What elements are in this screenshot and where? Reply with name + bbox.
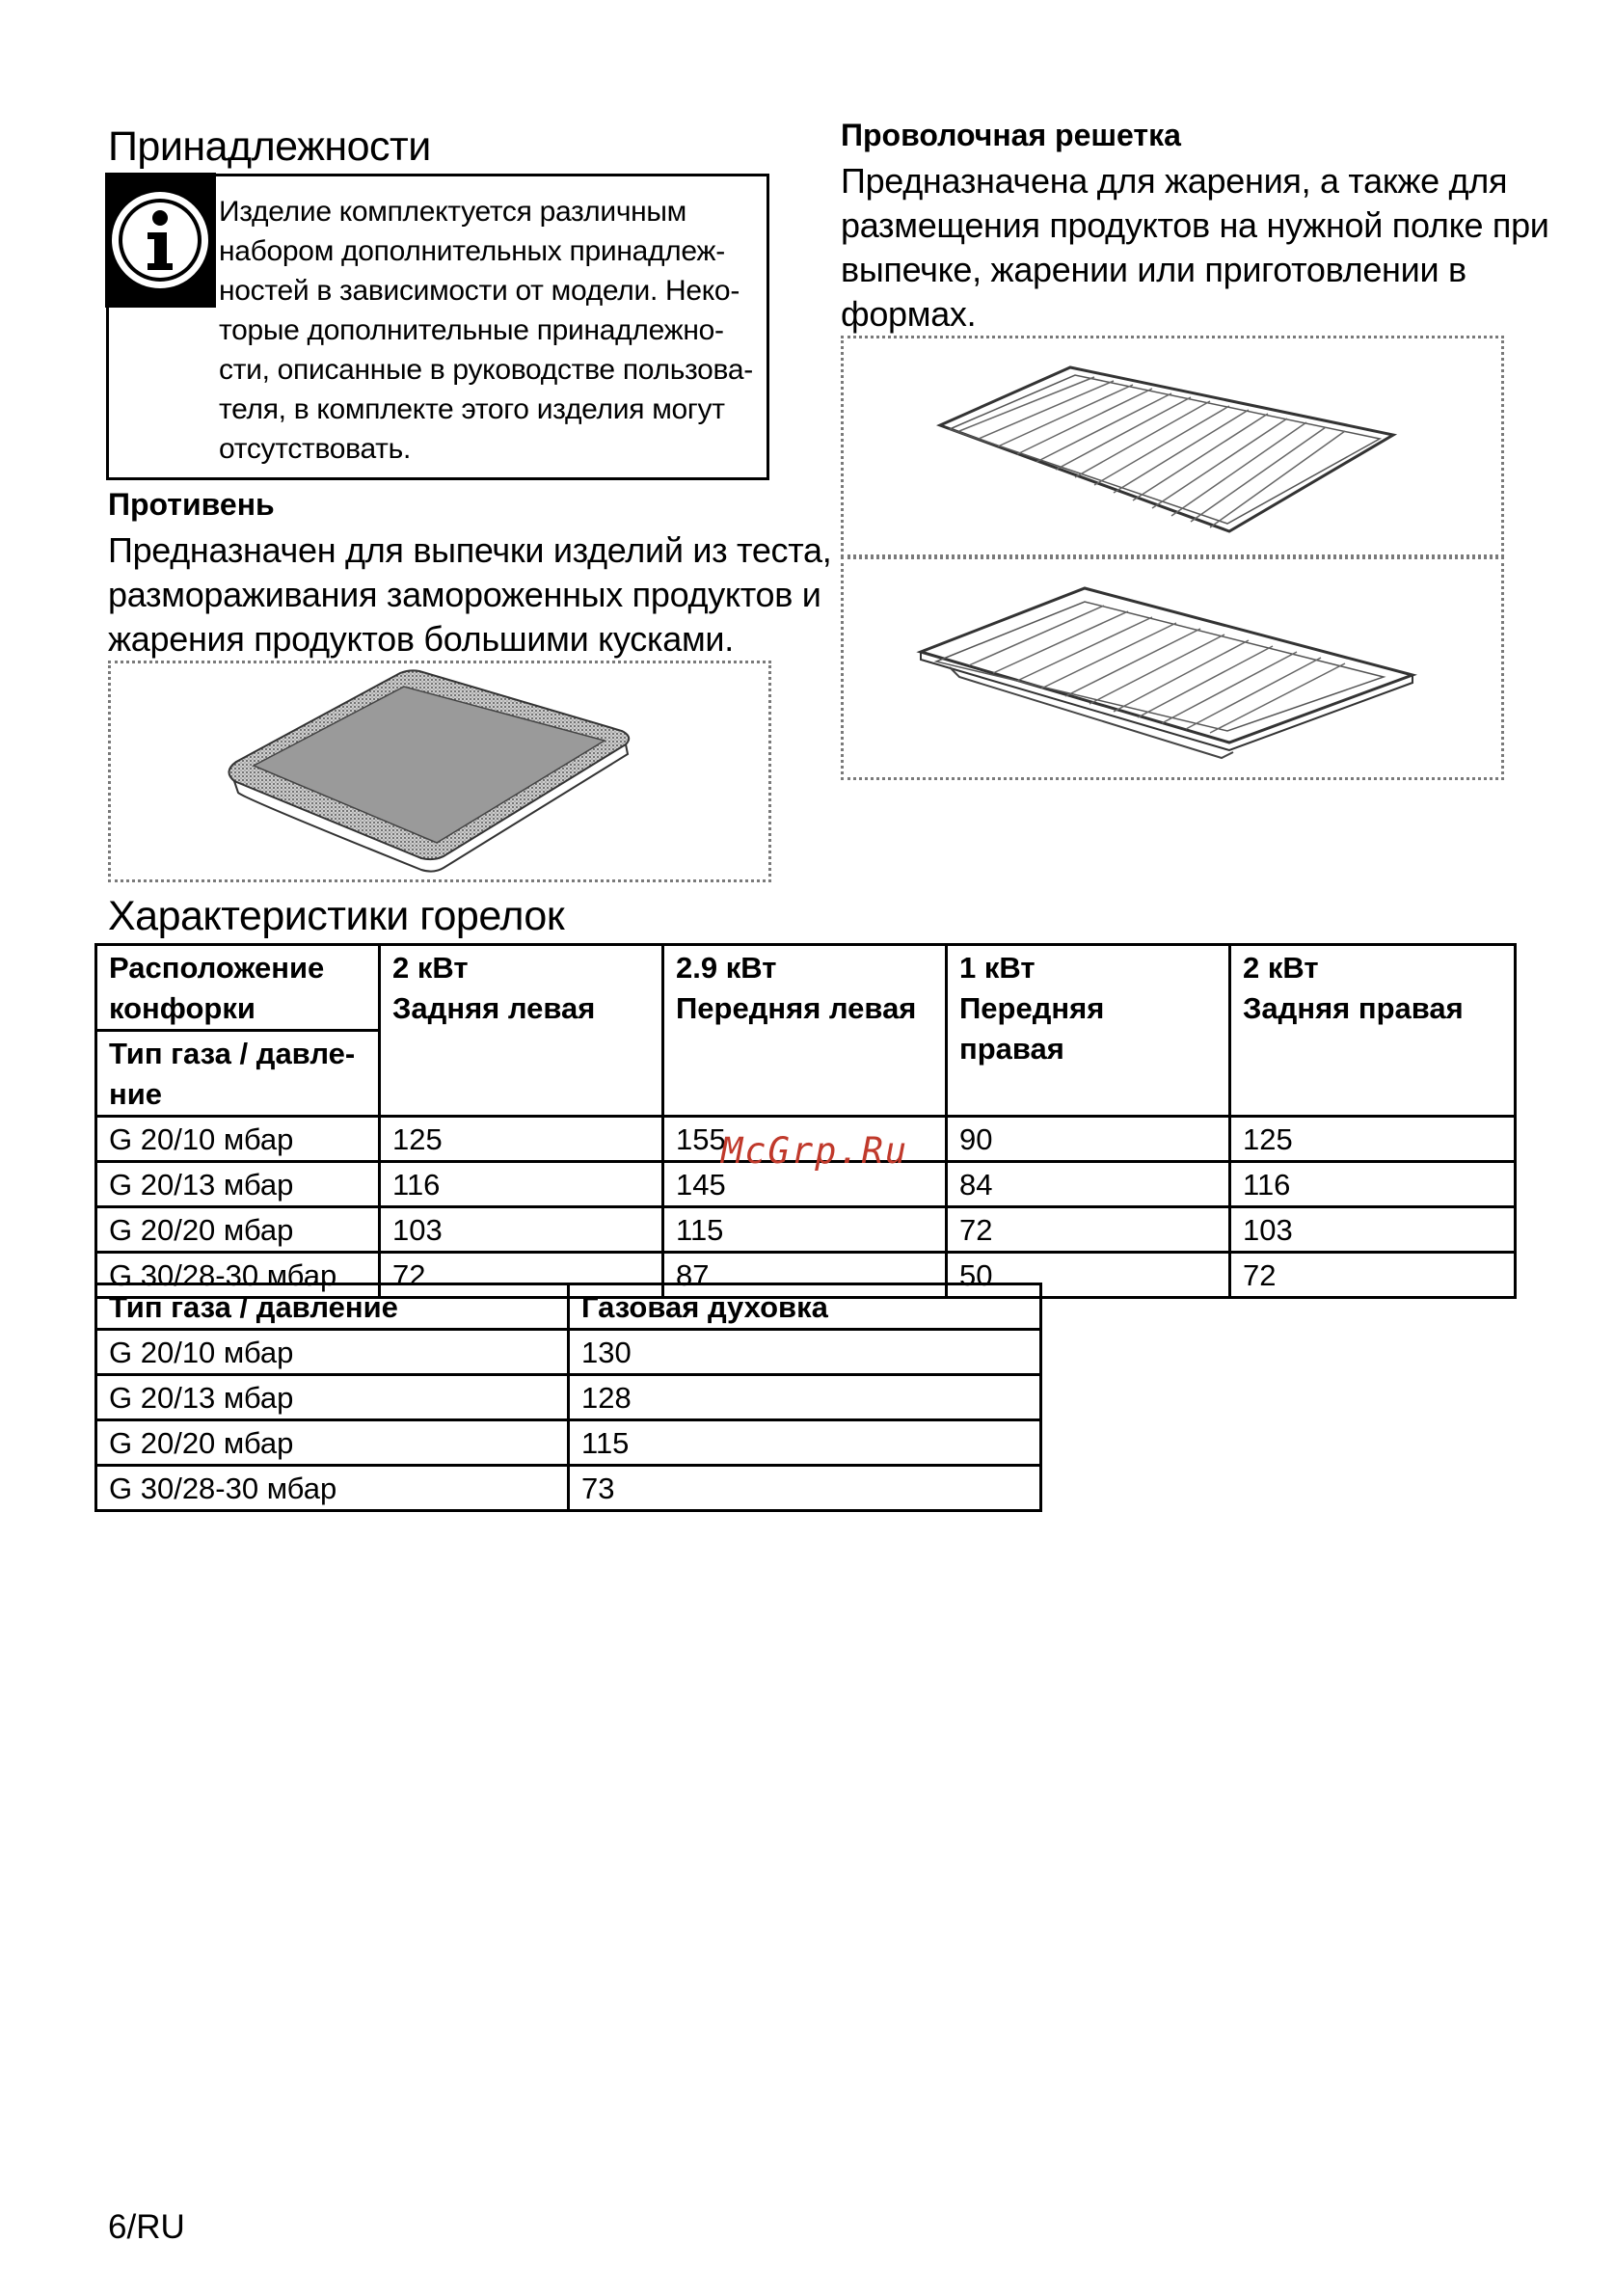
gas-cell: G 20/20 мбар	[96, 1420, 569, 1466]
value-cell: 84	[947, 1162, 1230, 1207]
burner-column-header	[663, 945, 947, 1117]
rack-with-tray-illustration	[844, 559, 1501, 777]
value-cell: 116	[1230, 1162, 1516, 1207]
rack-line: выпечке, жарении или приготовлении в	[841, 250, 1466, 289]
rack-line: Предназначена для жарения, а также для	[841, 161, 1508, 201]
info-line: торые дополнительные принадлежно-	[219, 314, 724, 346]
table-row	[96, 1207, 1516, 1253]
value-cell: 50	[947, 1253, 1230, 1298]
value-cell: 155	[663, 1117, 947, 1162]
info-icon	[105, 173, 216, 308]
baking-tray-illustration	[111, 663, 768, 879]
header-location: Расположение конфорки	[96, 945, 380, 1031]
table-row	[96, 1330, 1041, 1375]
value-cell: 125	[380, 1117, 663, 1162]
rack-description	[841, 159, 1549, 337]
tray-line: жарения продуктов большими кусками.	[108, 619, 734, 659]
info-text	[219, 192, 753, 469]
gas-cell: G 20/10 мбар	[96, 1330, 569, 1375]
table-row	[96, 1466, 1041, 1511]
burners-title: Характеристики горелок	[108, 893, 565, 939]
info-line: набором дополнительных принадлеж-	[219, 235, 725, 267]
rack-figure-top	[841, 336, 1504, 557]
info-box	[106, 174, 769, 480]
burner-column-header	[947, 945, 1230, 1117]
info-line: отсутствовать.	[219, 433, 411, 465]
value-cell: 73	[569, 1466, 1041, 1511]
burner-power: 2.9 кВт	[676, 951, 777, 985]
value-cell: 103	[380, 1207, 663, 1253]
value-cell: 128	[569, 1375, 1041, 1420]
value-cell: 125	[1230, 1117, 1516, 1162]
tray-line: Предназначен для выпечки изделий из теста,	[108, 530, 832, 570]
gas-cell: G 20/10 мбар	[96, 1117, 380, 1162]
value-cell: 115	[663, 1207, 947, 1253]
header-gas-type: Тип газа / давление	[96, 1284, 569, 1330]
burner-column-header	[380, 945, 663, 1117]
header-gas-oven: Газовая духовка	[569, 1284, 1041, 1330]
rack-line: размещения продуктов на нужной полке при	[841, 205, 1549, 245]
info-line: Изделие комплектуется различным	[219, 196, 687, 228]
page-number: 6/RU	[108, 2208, 185, 2246]
gas-cell: G 20/13 мбар	[96, 1162, 380, 1207]
burner-position: Задняя правая	[1243, 991, 1464, 1025]
burner-power: 1 кВт	[959, 951, 1036, 985]
value-cell: 72	[947, 1207, 1230, 1253]
burner-position: Передняя левая	[676, 991, 917, 1025]
value-cell: 145	[663, 1162, 947, 1207]
info-line: сти, описанные в руководстве пользова-	[219, 354, 753, 386]
burners-table	[94, 943, 1517, 1299]
burner-position: Передняя правая	[959, 991, 1105, 1066]
burner-column-header	[1230, 945, 1516, 1117]
accessories-title: Принадлежности	[108, 123, 431, 170]
tray-description	[108, 528, 831, 662]
tray-figure	[108, 661, 771, 882]
gas-cell: G 30/28-30 мбар	[96, 1253, 380, 1298]
gas-cell: G 20/20 мбар	[96, 1207, 380, 1253]
tray-line: размораживания замороженных продуктов и	[108, 575, 821, 614]
rack-title: Проволочная решетка	[841, 118, 1181, 152]
wire-rack-illustration	[844, 338, 1501, 554]
burner-power: 2 кВт	[392, 951, 469, 985]
oven-table	[94, 1283, 1042, 1512]
tray-title: Противень	[108, 487, 275, 522]
burner-position: Задняя левая	[392, 991, 596, 1025]
value-cell: 72	[1230, 1253, 1516, 1298]
value-cell: 72	[380, 1253, 663, 1298]
value-cell: 116	[380, 1162, 663, 1207]
value-cell: 90	[947, 1117, 1230, 1162]
header-gas-type: Тип газа / давле-ние	[96, 1031, 380, 1117]
gas-cell: G 30/28-30 мбар	[96, 1466, 569, 1511]
rack-figure-bottom	[841, 556, 1504, 780]
table-row	[96, 1420, 1041, 1466]
info-line: теля, в комплекте этого изделия могут	[219, 393, 725, 425]
value-cell: 103	[1230, 1207, 1516, 1253]
info-line: ностей в зависимости от модели. Неко-	[219, 275, 740, 307]
value-cell: 87	[663, 1253, 947, 1298]
burner-power: 2 кВт	[1243, 951, 1319, 985]
watermark: McGrp.Ru	[721, 1130, 909, 1172]
value-cell: 115	[569, 1420, 1041, 1466]
table-row	[96, 1375, 1041, 1420]
value-cell: 130	[569, 1330, 1041, 1375]
gas-cell: G 20/13 мбар	[96, 1375, 569, 1420]
info-icon-graphic	[105, 173, 216, 308]
rack-line: формах.	[841, 294, 977, 334]
